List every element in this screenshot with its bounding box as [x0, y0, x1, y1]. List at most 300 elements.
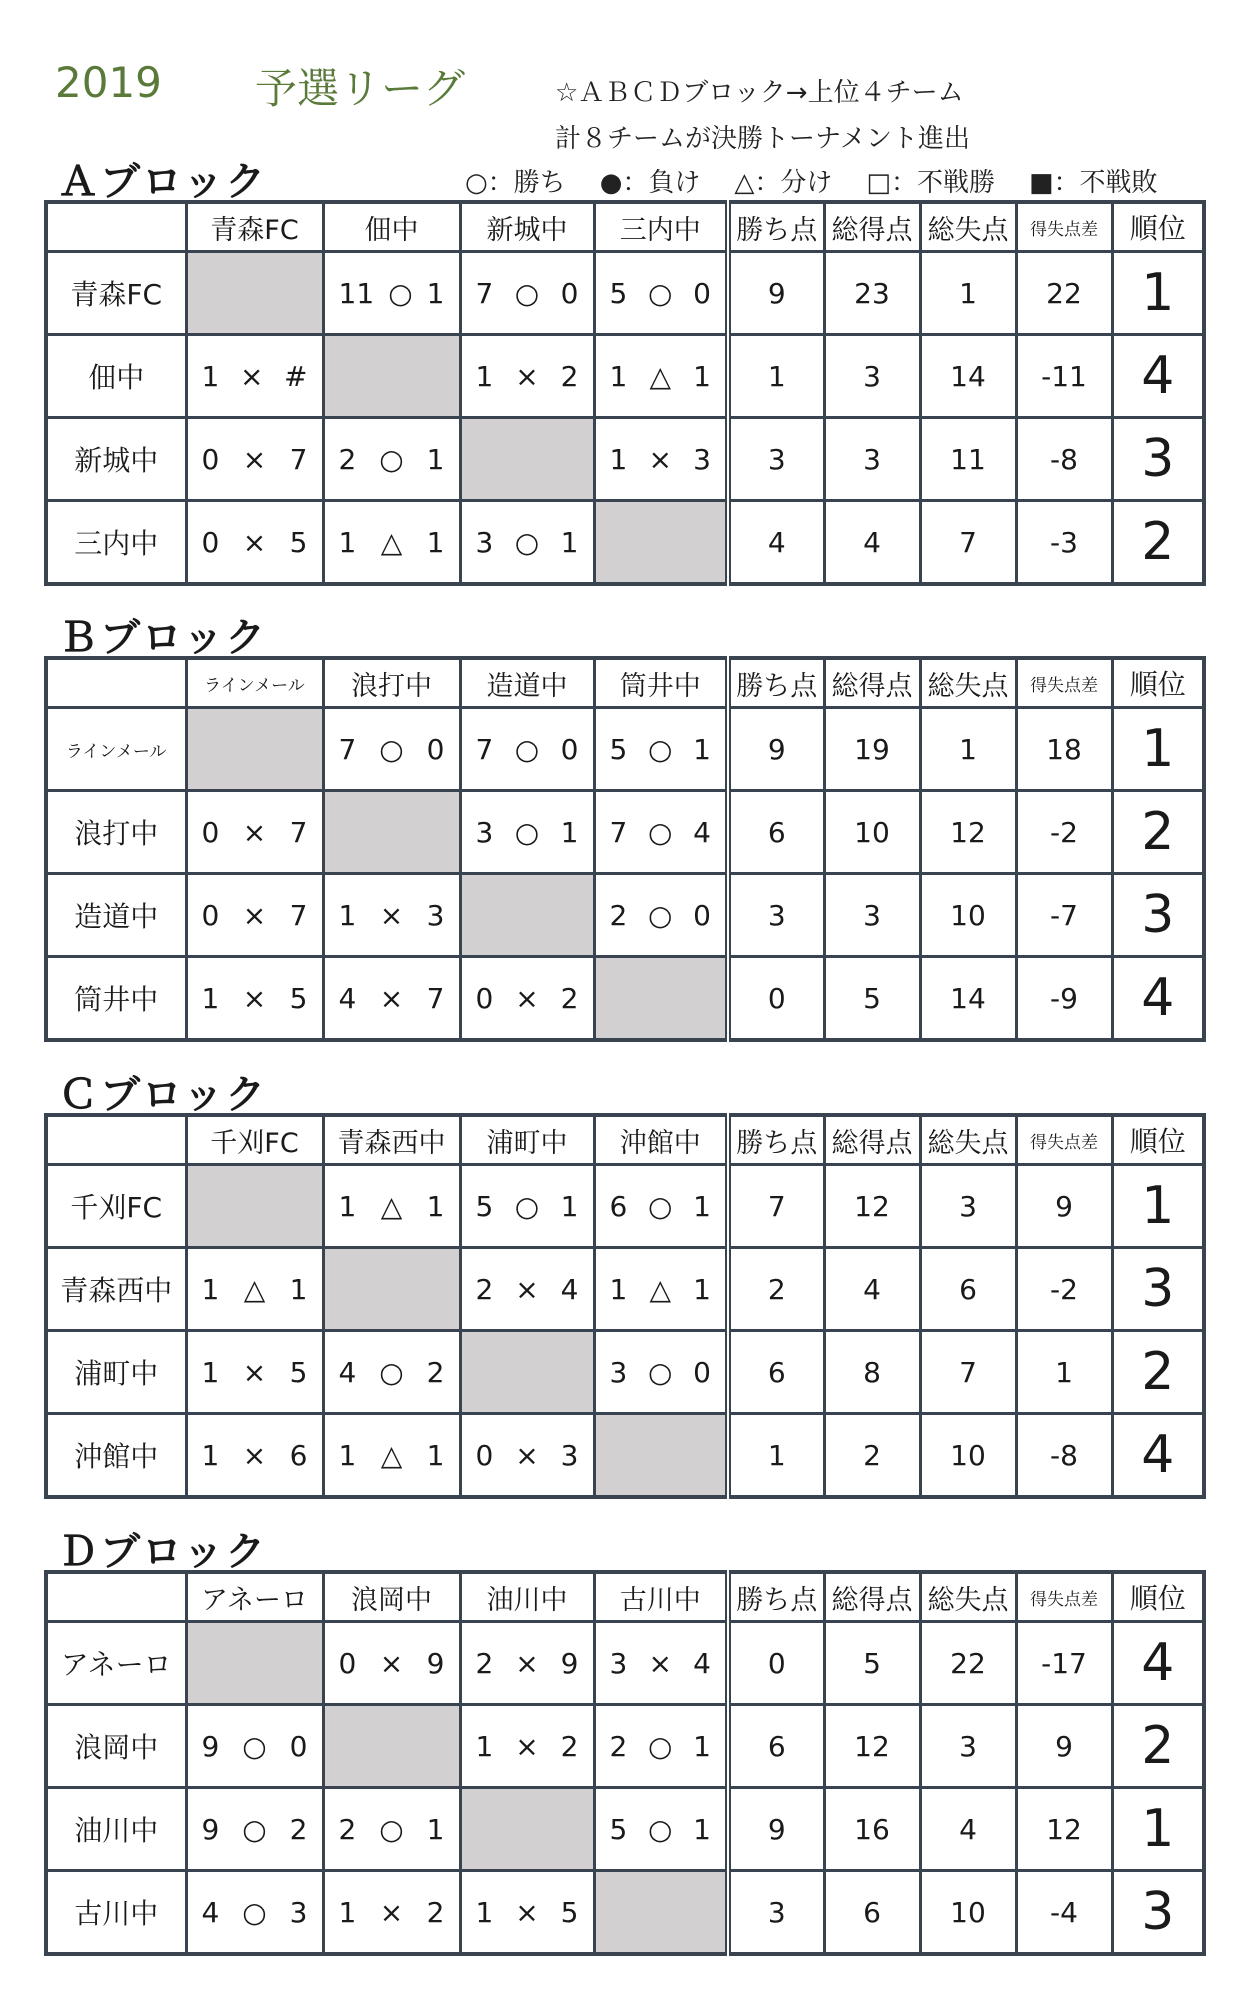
opponent-header: 三内中: [594, 202, 728, 252]
table-row: [46, 1331, 1204, 1414]
match-result: [460, 957, 594, 1041]
rank-value: 4: [1112, 335, 1204, 418]
goals-conceded: 2: [560, 359, 579, 393]
goals-conceded: 2: [560, 981, 579, 1015]
result-mark: ×: [242, 1438, 267, 1472]
opponent-header: 青森FC: [186, 202, 323, 252]
rank-header: 順位: [1112, 202, 1204, 252]
goals-scored: 5: [609, 732, 628, 766]
goals-scored: 3: [475, 525, 494, 559]
self-match-cell: [460, 874, 594, 957]
goals-conceded: 1: [560, 815, 579, 849]
goal-diff-header: 得失点差: [1016, 658, 1112, 708]
goals-conceded: 3: [560, 1438, 579, 1472]
goal-diff-value: -4: [1016, 1871, 1112, 1955]
result-mark: ○: [514, 732, 540, 766]
rank-header: 順位: [1112, 658, 1204, 708]
points-header: 勝ち点: [728, 1115, 824, 1165]
points-value: 9: [728, 252, 824, 335]
goals-conceded: 0: [560, 732, 579, 766]
result-mark: ○: [242, 1812, 267, 1846]
goals-conceded: 0: [289, 1729, 308, 1763]
match-result: [460, 1871, 594, 1955]
result-mark: ○: [242, 1895, 267, 1929]
self-match-cell: [594, 957, 728, 1041]
goals-against-value: 22: [920, 1622, 1016, 1705]
team-name: 青森西中: [46, 1248, 186, 1331]
team-name: 青森FC: [46, 252, 186, 335]
result-mark: ×: [515, 1729, 539, 1763]
table-row: [46, 791, 1204, 874]
goals-against-value: 6: [920, 1248, 1016, 1331]
self-match-cell: [186, 708, 323, 791]
match-result: [460, 1248, 594, 1331]
match-result: [323, 501, 460, 585]
match-result: [186, 1414, 323, 1498]
rank-value: 3: [1112, 874, 1204, 957]
goals-conceded: 1: [426, 1812, 445, 1846]
goals-scored: 3: [609, 1355, 628, 1389]
goal-diff-value: 9: [1016, 1165, 1112, 1248]
points-value: 7: [728, 1165, 824, 1248]
block-title: Ｃブロック: [58, 1072, 268, 1118]
match-result: [323, 418, 460, 501]
goals-scored: 6: [609, 1189, 628, 1223]
result-mark: ○: [514, 1189, 540, 1223]
goals-against-value: 10: [920, 1871, 1016, 1955]
goal-diff-value: -8: [1016, 418, 1112, 501]
result-mark: ×: [515, 981, 539, 1015]
goals-against-value: 11: [920, 418, 1016, 501]
points-header: 勝ち点: [728, 658, 824, 708]
goals-conceded: 0: [426, 732, 445, 766]
result-mark: △: [649, 1272, 672, 1306]
points-value: 3: [728, 418, 824, 501]
goals-scored: 1: [609, 442, 628, 476]
goals-for-value: 4: [824, 501, 920, 585]
goals-scored: 9: [201, 1729, 220, 1763]
goal-diff-value: -3: [1016, 501, 1112, 585]
qualification-note-line2: 計８チームが決勝トーナメント進出: [555, 124, 970, 154]
match-result: [323, 1788, 460, 1871]
team-name: 新城中: [46, 418, 186, 501]
legend-default-loss: ■：不戦敗: [1028, 168, 1158, 198]
match-result: [186, 335, 323, 418]
goals-scored: 1: [338, 1895, 357, 1929]
rank-value: 2: [1112, 1705, 1204, 1788]
goals-conceded: 0: [693, 1355, 711, 1389]
team-name: 沖館中: [46, 1414, 186, 1498]
match-result: [323, 708, 460, 791]
goals-scored: 1: [201, 1438, 220, 1472]
self-match-cell: [186, 1622, 323, 1705]
team-name: 造道中: [46, 874, 186, 957]
points-value: 2: [728, 1248, 824, 1331]
result-mark: ×: [242, 898, 267, 932]
goals-scored: 4: [201, 1895, 220, 1929]
goals-against-value: 1: [920, 252, 1016, 335]
table-row: [46, 1622, 1204, 1705]
goals-against-value: 12: [920, 791, 1016, 874]
goals-scored: 2: [338, 442, 357, 476]
goals-for-value: 16: [824, 1788, 920, 1871]
result-mark: ×: [239, 359, 264, 393]
match-result: [186, 1788, 323, 1871]
match-result: [323, 1414, 460, 1498]
goals-scored: 2: [475, 1646, 494, 1680]
goals-conceded: 1: [426, 442, 445, 476]
table-row: [46, 708, 1204, 791]
match-result: [186, 1705, 323, 1788]
rank-value: 4: [1112, 1414, 1204, 1498]
qualification-note-line1: ☆ＡＢＣＤブロック→上位４チーム: [555, 78, 964, 108]
opponent-header: ラインメール: [186, 658, 323, 708]
points-value: 4: [728, 501, 824, 585]
goals-against-value: 3: [920, 1165, 1016, 1248]
self-match-cell: [594, 1414, 728, 1498]
goals-conceded: 1: [426, 1189, 445, 1223]
match-result: [323, 252, 460, 335]
result-mark: ×: [379, 981, 404, 1015]
result-mark: ×: [242, 981, 267, 1015]
goals-for-header: 総得点: [824, 202, 920, 252]
match-result: [594, 252, 728, 335]
goals-conceded: 6: [289, 1438, 308, 1472]
goals-conceded: 0: [560, 276, 579, 310]
opponent-header: 筒井中: [594, 658, 728, 708]
goals-conceded: 4: [693, 815, 711, 849]
goals-against-header: 総失点: [920, 202, 1016, 252]
goal-diff-value: 22: [1016, 252, 1112, 335]
legend-default-win: □：不戦勝: [866, 168, 995, 198]
match-result: [460, 708, 594, 791]
result-mark: ○: [514, 276, 540, 310]
result-mark: ○: [514, 525, 540, 559]
goals-conceded: 2: [560, 1729, 579, 1763]
goals-against-value: 1: [920, 708, 1016, 791]
goals-scored: 1: [338, 898, 357, 932]
block-title: Ｄブロック: [58, 1529, 268, 1575]
goals-conceded: 2: [426, 1895, 445, 1929]
goals-scored: 1: [338, 525, 357, 559]
points-header: 勝ち点: [728, 202, 824, 252]
match-result: [323, 874, 460, 957]
match-result: [594, 1165, 728, 1248]
match-result: [594, 335, 728, 418]
goals-conceded: 5: [560, 1895, 579, 1929]
result-mark: ○: [648, 815, 673, 849]
rank-value: 4: [1112, 1622, 1204, 1705]
match-result: [594, 418, 728, 501]
goal-diff-value: -11: [1016, 335, 1112, 418]
goals-conceded: 9: [426, 1646, 445, 1680]
match-result: [594, 1788, 728, 1871]
table-row: [46, 501, 1204, 585]
team-name: 三内中: [46, 501, 186, 585]
goals-scored: 2: [609, 1729, 628, 1763]
goals-conceded: 1: [693, 1189, 711, 1223]
goals-conceded: 1: [426, 1438, 445, 1472]
goals-conceded: 4: [693, 1646, 711, 1680]
goals-conceded: 7: [289, 898, 308, 932]
result-legend: [465, 162, 1158, 199]
match-result: [186, 1871, 323, 1955]
team-name: 油川中: [46, 1788, 186, 1871]
points-value: 9: [728, 708, 824, 791]
team-name: アネーロ: [46, 1622, 186, 1705]
goals-scored: 7: [475, 732, 494, 766]
result-mark: ×: [379, 1895, 404, 1929]
goals-against-header: 総失点: [920, 658, 1016, 708]
match-result: [186, 791, 323, 874]
goals-scored: 7: [338, 732, 357, 766]
team-name: 筒井中: [46, 957, 186, 1041]
rank-value: 2: [1112, 501, 1204, 585]
result-mark: ○: [379, 1355, 404, 1389]
league-table: [44, 1570, 1206, 1956]
goals-against-value: 7: [920, 501, 1016, 585]
goals-against-header: 総失点: [920, 1572, 1016, 1622]
goals-for-value: 3: [824, 874, 920, 957]
table-row: [46, 957, 1204, 1041]
team-name: 佃中: [46, 335, 186, 418]
match-result: [186, 1248, 323, 1331]
goals-conceded: 3: [426, 898, 445, 932]
match-result: [594, 1331, 728, 1414]
rank-value: 4: [1112, 957, 1204, 1041]
result-mark: ×: [515, 1272, 539, 1306]
rank-value: 3: [1112, 1871, 1204, 1955]
opponent-header: アネーロ: [186, 1572, 323, 1622]
goals-scored: 1: [609, 1272, 628, 1306]
rank-value: 2: [1112, 791, 1204, 874]
goals-scored: 0: [201, 442, 220, 476]
points-value: 6: [728, 1331, 824, 1414]
goal-diff-value: 18: [1016, 708, 1112, 791]
points-value: 6: [728, 791, 824, 874]
table-header-row: [46, 1115, 1204, 1165]
opponent-header: 浪打中: [323, 658, 460, 708]
goals-against-value: 10: [920, 1414, 1016, 1498]
result-mark: △: [380, 1189, 403, 1223]
result-mark: ○: [648, 898, 673, 932]
match-result: [460, 1165, 594, 1248]
goal-diff-value: -9: [1016, 957, 1112, 1041]
opponent-header: 油川中: [460, 1572, 594, 1622]
self-match-cell: [323, 791, 460, 874]
result-mark: ×: [648, 442, 672, 476]
legend-loss: ●：負け: [599, 168, 701, 198]
points-value: 3: [728, 874, 824, 957]
table-row: [46, 1165, 1204, 1248]
match-result: [460, 335, 594, 418]
team-name: 古川中: [46, 1871, 186, 1955]
team-name: 浪岡中: [46, 1705, 186, 1788]
self-match-cell: [460, 418, 594, 501]
opponent-header: 沖館中: [594, 1115, 728, 1165]
goals-against-value: 14: [920, 957, 1016, 1041]
match-result: [186, 1331, 323, 1414]
goals-against-value: 14: [920, 335, 1016, 418]
match-result: [594, 708, 728, 791]
table-row: [46, 1788, 1204, 1871]
rank-header: 順位: [1112, 1115, 1204, 1165]
result-mark: ○: [648, 1355, 673, 1389]
rank-value: 3: [1112, 1248, 1204, 1331]
match-result: [323, 1331, 460, 1414]
goals-for-value: 6: [824, 1871, 920, 1955]
goals-conceded: 5: [289, 1355, 308, 1389]
match-result: [594, 1248, 728, 1331]
result-mark: ×: [515, 1438, 539, 1472]
goals-scored: 5: [609, 276, 628, 310]
match-result: [323, 957, 460, 1041]
goals-for-value: 19: [824, 708, 920, 791]
rank-value: 1: [1112, 1788, 1204, 1871]
match-result: [594, 1622, 728, 1705]
goals-for-value: 12: [824, 1705, 920, 1788]
corner-cell: [46, 1572, 186, 1622]
goals-scored: 1: [475, 1729, 494, 1763]
result-mark: ○: [648, 276, 673, 310]
goals-conceded: 5: [289, 525, 308, 559]
result-mark: ○: [648, 1189, 673, 1223]
goals-against-header: 総失点: [920, 1115, 1016, 1165]
points-value: 0: [728, 1622, 824, 1705]
self-match-cell: [594, 501, 728, 585]
result-mark: ×: [379, 1646, 404, 1680]
goals-scored: 1: [201, 1272, 220, 1306]
goal-diff-value: -2: [1016, 791, 1112, 874]
goals-conceded: 1: [693, 359, 711, 393]
goals-scored: 4: [338, 981, 357, 1015]
points-header: 勝ち点: [728, 1572, 824, 1622]
goals-scored: 1: [338, 1438, 357, 1472]
match-result: [460, 501, 594, 585]
goals-conceded: 1: [693, 1812, 711, 1846]
result-mark: ×: [515, 1895, 539, 1929]
league-table: [44, 656, 1206, 1042]
match-result: [594, 791, 728, 874]
goals-for-value: 5: [824, 957, 920, 1041]
goals-for-value: 12: [824, 1165, 920, 1248]
self-match-cell: [323, 1705, 460, 1788]
goals-conceded: 1: [693, 1729, 711, 1763]
result-mark: ○: [379, 442, 404, 476]
goals-for-header: 総得点: [824, 1572, 920, 1622]
match-result: [186, 501, 323, 585]
corner-cell: [46, 658, 186, 708]
goal-diff-value: -7: [1016, 874, 1112, 957]
rank-value: 2: [1112, 1331, 1204, 1414]
points-value: 3: [728, 1871, 824, 1955]
result-mark: ○: [648, 1729, 673, 1763]
points-value: 6: [728, 1705, 824, 1788]
goal-diff-header: 得失点差: [1016, 1572, 1112, 1622]
goals-for-value: 3: [824, 335, 920, 418]
table-row: [46, 418, 1204, 501]
match-result: [186, 418, 323, 501]
match-result: [323, 1165, 460, 1248]
table-header-row: [46, 202, 1204, 252]
league-table: [44, 200, 1206, 586]
goals-scored: 0: [201, 815, 220, 849]
result-mark: △: [243, 1272, 266, 1306]
self-match-cell: [460, 1788, 594, 1871]
self-match-cell: [323, 1248, 460, 1331]
goals-for-header: 総得点: [824, 1115, 920, 1165]
goal-diff-value: -2: [1016, 1248, 1112, 1331]
goals-conceded: 1: [693, 732, 711, 766]
result-mark: ○: [242, 1729, 267, 1763]
team-name: 浪打中: [46, 791, 186, 874]
result-mark: ×: [242, 442, 267, 476]
goals-conceded: 7: [289, 815, 308, 849]
result-mark: ○: [379, 732, 404, 766]
table-row: [46, 1705, 1204, 1788]
goal-diff-value: 1: [1016, 1331, 1112, 1414]
goals-scored: 11: [338, 276, 375, 310]
goals-against-value: 10: [920, 874, 1016, 957]
opponent-header: 古川中: [594, 1572, 728, 1622]
goals-scored: 5: [475, 1189, 494, 1223]
result-mark: ×: [242, 525, 267, 559]
result-mark: △: [380, 525, 403, 559]
goals-for-value: 23: [824, 252, 920, 335]
opponent-header: 造道中: [460, 658, 594, 708]
match-result: [460, 252, 594, 335]
goals-scored: 2: [475, 1272, 494, 1306]
goals-conceded: 3: [289, 1895, 308, 1929]
rank-value: 1: [1112, 252, 1204, 335]
result-mark: ×: [515, 1646, 539, 1680]
match-result: [186, 874, 323, 957]
goals-scored: 3: [609, 1646, 628, 1680]
points-value: 9: [728, 1788, 824, 1871]
table-header-row: [46, 658, 1204, 708]
team-name: ラインメール: [46, 708, 186, 791]
result-mark: ○: [648, 1812, 673, 1846]
table-row: [46, 874, 1204, 957]
goals-conceded: 5: [289, 981, 308, 1015]
goals-scored: 1: [475, 1895, 494, 1929]
result-mark: ×: [242, 1355, 267, 1389]
team-name: 千刈FC: [46, 1165, 186, 1248]
goals-conceded: 4: [560, 1272, 579, 1306]
match-result: [460, 1622, 594, 1705]
rank-value: 3: [1112, 418, 1204, 501]
match-result: [594, 874, 728, 957]
result-mark: ×: [648, 1646, 672, 1680]
points-value: 1: [728, 1414, 824, 1498]
goals-scored: 2: [609, 898, 628, 932]
block-title: Ｂブロック: [58, 615, 268, 661]
result-mark: ○: [388, 276, 413, 310]
result-mark: ×: [242, 815, 267, 849]
match-result: [460, 1705, 594, 1788]
goals-conceded: 2: [289, 1812, 308, 1846]
table-row: [46, 1414, 1204, 1498]
goals-scored: 1: [201, 981, 220, 1015]
goals-conceded: #: [284, 359, 308, 393]
corner-cell: [46, 1115, 186, 1165]
match-result: [460, 791, 594, 874]
result-mark: △: [380, 1438, 403, 1472]
goals-for-value: 2: [824, 1414, 920, 1498]
result-mark: △: [649, 359, 672, 393]
legend-draw: △：分け: [734, 168, 833, 198]
goals-conceded: 1: [560, 525, 579, 559]
